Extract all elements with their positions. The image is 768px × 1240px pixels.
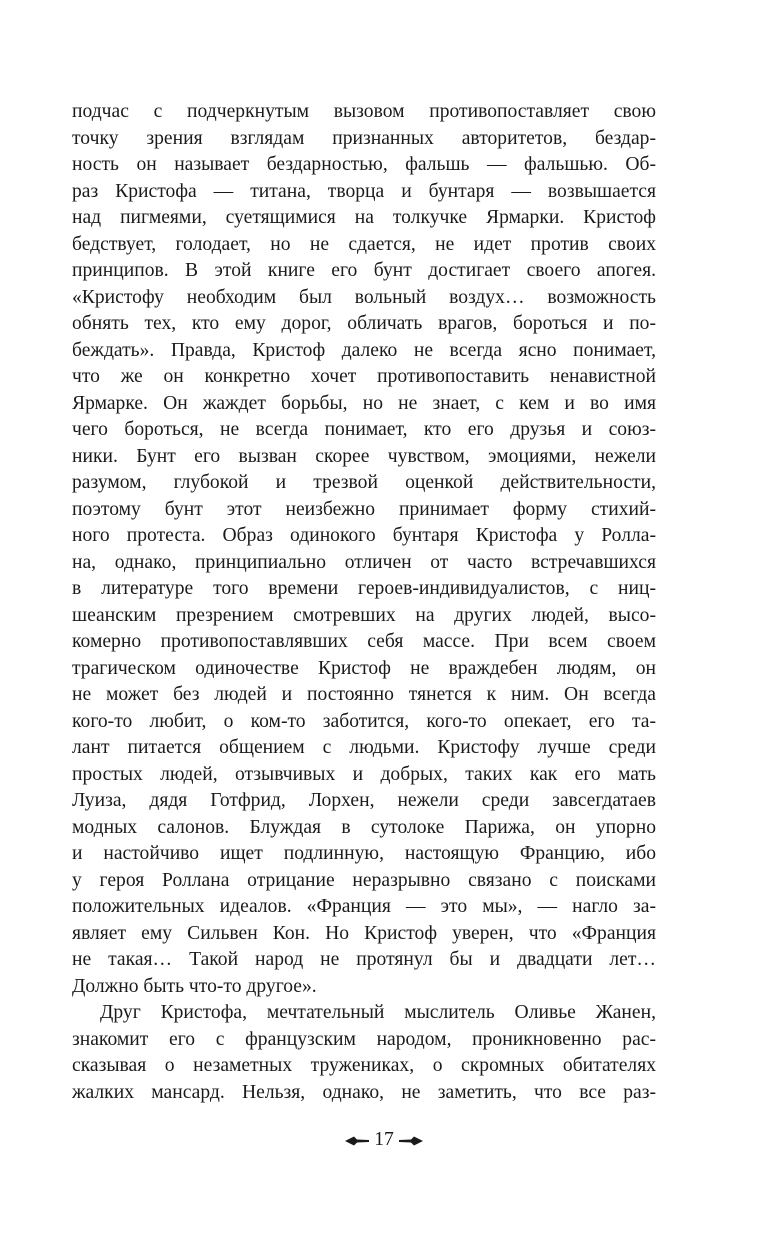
text-line: поэтому бунт этот неизбежно принимает форму стихий- [72, 498, 656, 520]
text-line: обнять тех, кто ему дорог, обличать врагов, бороться и по- [72, 313, 656, 334]
text-line: Ярмарке. Он жаждет борьбы, но не знает, с кем и во имя [72, 392, 656, 414]
text-line: и настойчиво ищет подлинную, настоящую Францию, ибо [72, 843, 656, 864]
text-line: модных салонов. Блуждая в сутолоке Парижа, он упорно [72, 816, 656, 838]
page-number-footer [0, 1127, 768, 1153]
text-line: Друг Кристофа, мечтательный мыслитель Оливье Жанен, [100, 1002, 656, 1023]
page-number: 17 [374, 1129, 394, 1150]
text-line: беждать». Правда, Кристоф далеко не всегда ясно понимает, [72, 339, 656, 361]
text-line: подчас с подчеркнутым вызовом противопоставляет свою [72, 101, 656, 122]
text-line: раз Кристофа — титана, творца и бунтаря — возвышается [72, 180, 656, 202]
text-line: не такая… Такой народ не протянул бы и двадцати лет… [72, 949, 656, 970]
text-line: ного протеста. Образ одинокого бунтаря Кристофа у Ролла- [72, 525, 656, 546]
text-line: положительных идеалов. «Франция — это мы», — нагло за- [72, 896, 656, 917]
text-line: ность он называет бездарностью, фальшь — фальшью. Об- [72, 154, 656, 175]
text-line: бедствует, голодает, но не сдается, не идет против своих [72, 233, 656, 255]
text-line: над пигмеями, суетящимися на толкучке Ярмарки. Кристоф [72, 207, 656, 228]
text-line: шеанским презрением смотревших на других людей, высо- [72, 604, 656, 626]
text-line: Должно быть что-то другое». [72, 975, 317, 997]
text-line: что же он конкретно хочет противопоставить ненавистной [72, 366, 656, 387]
text-line: не может без людей и постоянно тянется к ним. Он всегда [72, 684, 656, 705]
text-line: разумом, глубокой и трезвой оценкой действительности, [72, 472, 656, 493]
text-line: точку зрения взглядам признанных авторитетов, бездар- [72, 127, 656, 149]
text-line: Луиза, дядя Готфрид, Лорхен, нежели среди завсегдатаев [72, 790, 656, 811]
text-line: принципов. В этой книге его бунт достигает своего апогея. [72, 260, 656, 281]
text-line: кого-то любит, о ком-то заботится, кого-то опекает, его та- [72, 710, 656, 732]
ornament-left-icon [345, 1135, 371, 1147]
text-line: на, однако, принципиально отличен от часто встречавшихся [72, 551, 656, 573]
text-line: ники. Бунт его вызван скорее чувством, эмоциями, нежели [72, 445, 656, 467]
text-line: знакомит его с французским народом, проникновенно рас- [72, 1028, 656, 1050]
text-line: жалких мансард. Нельзя, однако, не заметить, что все раз- [72, 1081, 656, 1103]
ornament-right-icon [397, 1135, 423, 1147]
text-line: чего бороться, не всегда понимает, кто его друзья и союз- [72, 419, 656, 440]
text-line: простых людей, отзывчивых и добрых, таких как его мать [72, 763, 656, 785]
text-line: у героя Роллана отрицание неразрывно связано с поисками [72, 869, 656, 891]
text-line: в литературе того времени героев-индивидуалистов, с ниц- [72, 578, 656, 599]
text-line: являет ему Сильвен Кон. Но Кристоф уверен, что «Франция [72, 922, 656, 944]
text-line: сказывая о незаметных тружениках, о скромных обитателях [72, 1055, 656, 1076]
text-line: трагическом одиночестве Кристоф не враждебен людям, он [72, 657, 656, 679]
paragraph-2 [72, 1000, 656, 1106]
paragraph-1 [72, 99, 656, 1000]
text-line: комерно противопоставлявших себя массе. При всем своем [72, 631, 656, 652]
text-line: «Кристофу необходим был вольный воздух… возможность [72, 286, 656, 308]
body-text [72, 99, 656, 1106]
text-line: лант питается общением с людьми. Кристофу лучше среди [72, 737, 656, 758]
